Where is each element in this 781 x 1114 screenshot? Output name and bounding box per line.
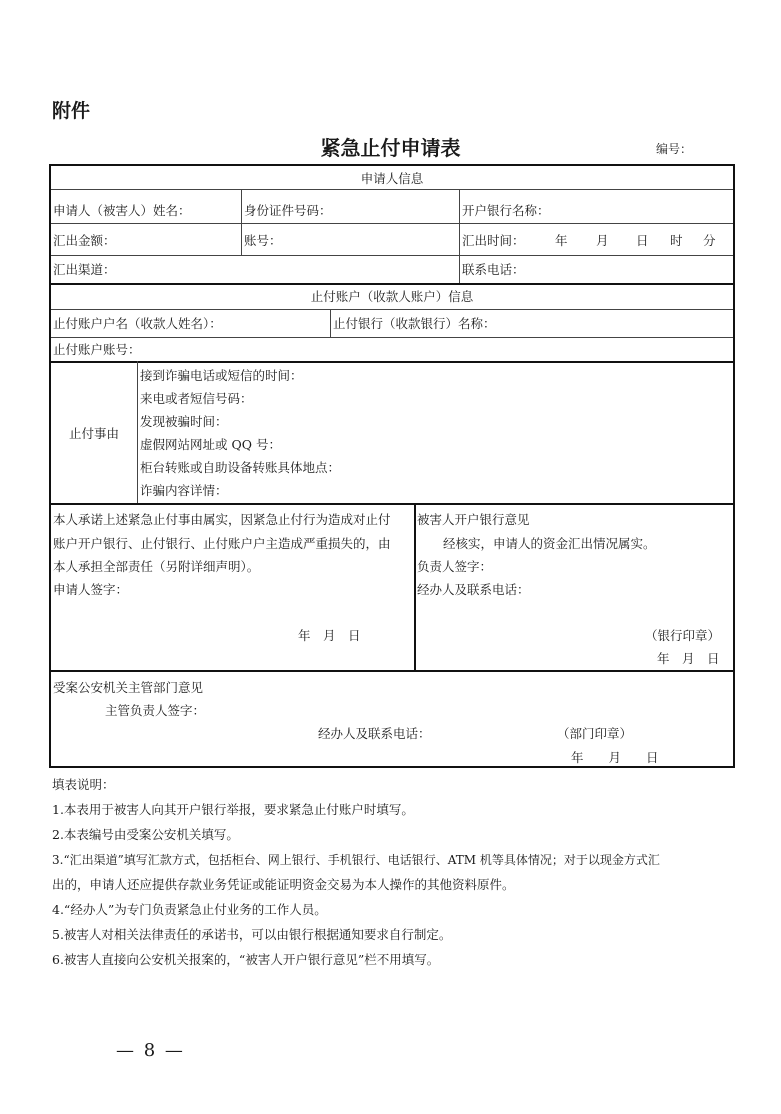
reason-item[interactable]: 来电或者短信号码：	[140, 391, 253, 406]
account-field[interactable]: 账号：	[244, 233, 282, 248]
bank-responsible-signature-field[interactable]: 负责人签字：	[417, 559, 493, 574]
note-item: 1.本表用于被害人向其开户银行举报，要求紧急止付账户时填写。	[52, 802, 414, 817]
reason-item[interactable]: 诈骗内容详情：	[140, 483, 228, 498]
section-divider	[51, 670, 733, 672]
bank-opinion-date: 年 月 日	[657, 651, 720, 666]
note-item: 出的，申请人还应提供存款业务凭证或能证明资金交易为本人操作的其他资料原件。	[52, 877, 515, 892]
reason-label: 止付事由	[69, 426, 120, 441]
police-opinion-date: 年 月 日	[571, 750, 659, 765]
stop-account-holder-field[interactable]: 止付账户户名（收款人姓名）：	[53, 316, 222, 331]
applicant-section-heading: 申请人信息	[360, 171, 424, 186]
reason-item[interactable]: 柜台转账或自助设备转账具体地点：	[140, 460, 341, 475]
applicant-signature-field[interactable]: 申请人签字：	[53, 582, 129, 597]
commitment-text: 本人承担全部责任（另附详细声明）。	[53, 559, 260, 574]
divider	[51, 223, 733, 224]
bank-opinion-statement: 经核实，申请人的资金汇出情况属实。	[443, 536, 656, 551]
bank-name-field[interactable]: 开户银行名称：	[462, 203, 550, 218]
remit-time-field[interactable]: 汇出时间：	[462, 233, 525, 248]
reason-item[interactable]: 接到诈骗电话或短信的时间：	[140, 368, 303, 383]
amount-field[interactable]: 汇出金额：	[53, 233, 116, 248]
channel-field[interactable]: 汇出渠道：	[53, 262, 116, 277]
department-seal: （部门印章）	[557, 726, 633, 741]
note-item: 3.“汇出渠道”填写汇款方式，包括柜台、网上银行、手机银行、电话银行、ATM 机等具体情况；对于以现金方式汇	[52, 853, 660, 867]
section-divider	[51, 503, 733, 505]
phone-field[interactable]: 联系电话：	[462, 262, 525, 277]
divider	[459, 189, 460, 283]
id-number-field[interactable]: 身份证件号码：	[244, 203, 332, 218]
police-handler-phone-field[interactable]: 经办人及联系电话：	[318, 726, 431, 741]
serial-number-label: 编号：	[656, 142, 693, 156]
reason-item[interactable]: 发现被骗时间：	[140, 414, 228, 429]
divider	[137, 361, 138, 503]
stop-bank-field[interactable]: 止付银行（收款银行）名称：	[333, 316, 496, 331]
stop-account-section-heading: 止付账户（收款人账户）信息	[310, 289, 474, 304]
form-title: 紧急止付申请表	[320, 136, 461, 160]
divider	[330, 309, 331, 337]
time-unit-minute: 分	[703, 233, 716, 248]
section-divider	[51, 283, 733, 285]
bank-handler-phone-field[interactable]: 经办人及联系电话：	[417, 582, 530, 597]
notes-heading: 填表说明：	[52, 777, 115, 792]
reason-item[interactable]: 虚假网站网址或 QQ 号：	[140, 437, 281, 452]
commitment-text: 账户开户银行、止付银行、止付账户户主造成严重损失的，由	[53, 536, 391, 551]
attachment-label: 附件	[52, 100, 91, 122]
bank-seal: （银行印章）	[645, 628, 721, 643]
note-item: 4.“经办人”为专门负责紧急止付业务的工作人员。	[52, 902, 327, 917]
commitment-text: 本人承诺上述紧急止付事由属实，因紧急止付行为造成对止付	[53, 512, 391, 527]
supervisor-signature-field[interactable]: 主管负责人签字：	[105, 703, 206, 718]
note-item: 6.被害人直接向公安机关报案的，“被害人开户银行意见”栏不用填写。	[52, 952, 440, 967]
bank-opinion-heading: 被害人开户银行意见	[417, 512, 530, 527]
commitment-date: 年 月 日	[298, 628, 361, 643]
time-unit-year: 年	[555, 233, 568, 248]
divider	[51, 189, 733, 190]
page-number: — 8 —	[116, 1040, 185, 1061]
divider	[51, 255, 733, 256]
time-unit-day: 日	[636, 233, 649, 248]
applicant-name-field[interactable]: 申请人（被害人）姓名：	[53, 203, 191, 218]
stop-account-number-field[interactable]: 止付账户账号：	[53, 342, 141, 357]
note-item: 5.被害人对相关法律责任的承诺书，可以由银行根据通知要求自行制定。	[52, 927, 452, 942]
application-form-table	[49, 164, 735, 768]
section-divider	[51, 361, 733, 363]
divider	[241, 189, 242, 255]
divider	[51, 309, 733, 310]
police-opinion-heading: 受案公安机关主管部门意见	[53, 680, 204, 695]
divider	[414, 503, 416, 670]
time-unit-hour: 时	[670, 233, 683, 248]
divider	[51, 337, 733, 338]
note-item: 2.本表编号由受案公安机关填写。	[52, 827, 239, 842]
time-unit-month: 月	[596, 233, 609, 248]
